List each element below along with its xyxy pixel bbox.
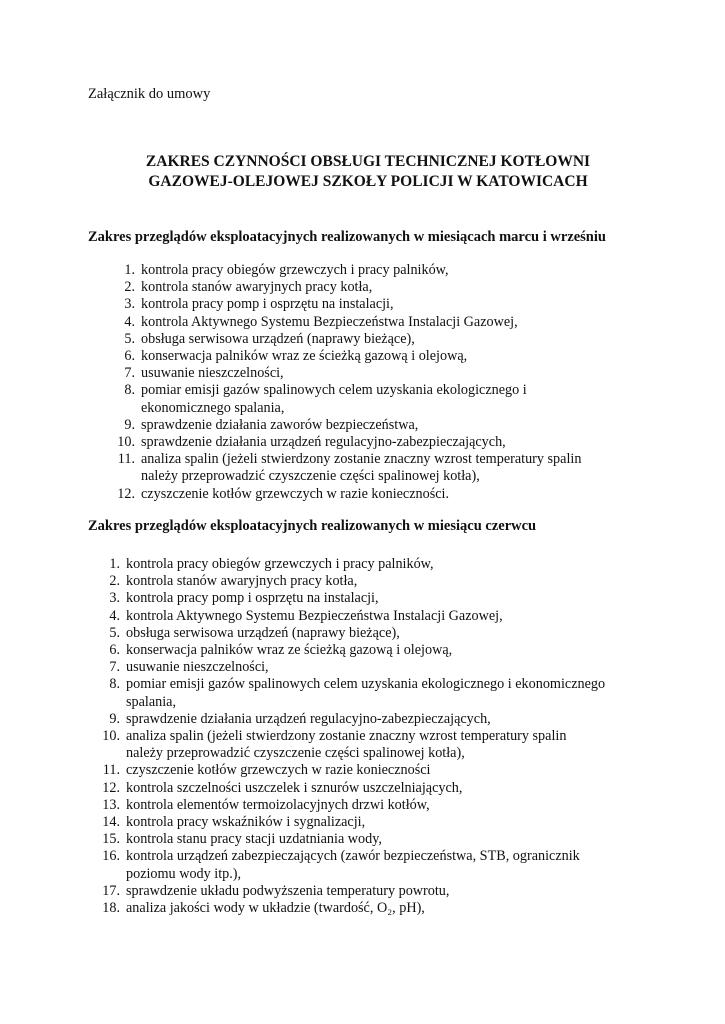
list-item-text: sprawdzenie układu podwyższenia temperatury powrotu,	[126, 882, 450, 899]
list-item	[108, 331, 648, 348]
list-item-text: usuwanie nieszczelności,	[126, 659, 269, 676]
list-item-number: 9.	[124, 416, 135, 433]
list-item-text: kontrola urządzeń zabezpieczających (zawór bezpieczeństwa, STB, ogranicznik	[126, 848, 580, 865]
list-item-text: kontrola elementów termoizolacyjnych drzwi kotłów,	[126, 796, 430, 813]
list-item	[108, 434, 648, 451]
list-item-text: czyszczenie kotłów grzewczych w razie konieczności	[126, 762, 431, 779]
list-item-text: analiza spalin (jeżeli stwierdzony zostanie znaczny wzrost temperatury spalin	[126, 728, 567, 745]
list-item	[93, 556, 653, 573]
list-item-text: czyszczenie kotłów grzewczych w razie konieczności.	[141, 485, 450, 502]
list-item-text: kontrola pracy wskaźników i sygnalizacji,	[126, 814, 366, 831]
list-item	[108, 486, 648, 503]
list-item	[108, 279, 648, 296]
list-item-text: kontrola Aktywnego Systemu Bezpieczeństwa Instalacji Gazowej,	[141, 313, 518, 330]
list-item	[93, 573, 653, 590]
list-item-text: kontrola szczelności uszczelek i sznurów uszczelniających,	[126, 779, 463, 796]
list-item-text: kontrola Aktywnego Systemu Bezpieczeństwa Instalacji Gazowej,	[126, 607, 503, 624]
list-item-number: 6.	[124, 348, 135, 365]
list-item-number: 5.	[109, 624, 120, 641]
list-item-text: kontrola pracy obiegów grzewczych i pracy palników,	[126, 556, 434, 572]
list-item-number: 6.	[109, 642, 120, 659]
section-2-heading: Zakres przeglądów eksploatacyjnych realizowanych w miesiącu czerwcu	[88, 518, 537, 534]
list-item	[108, 262, 648, 279]
section-1-list	[108, 262, 648, 503]
list-item-text: spalania,	[126, 693, 177, 710]
list-item-text: kontrola pracy pomp i osprzętu na instalacji,	[141, 296, 394, 313]
list-item	[108, 451, 648, 485]
list-item-number: 17.	[102, 882, 120, 899]
list-item	[108, 417, 648, 434]
title-line-1: ZAKRES CZYNNOŚCI OBSŁUGI TECHNICZNEJ KOTŁOWNI	[145, 153, 591, 170]
list-item-text: sprawdzenie działania urządzeń regulacyjno-zabezpieczających,	[141, 434, 506, 451]
list-item-text: obsługa serwisowa urządzeń (naprawy bieżące),	[141, 330, 415, 347]
list-item-number: 12.	[117, 485, 135, 502]
list-item	[93, 900, 653, 917]
list-item	[93, 642, 653, 659]
list-item	[108, 382, 648, 416]
list-item-text: pomiar emisji gazów spalinowych celem uzyskania ekologicznego i	[141, 382, 527, 399]
list-item	[93, 780, 653, 797]
list-item-text: należy przeprowadzić czyszczenie części spalinowej kotła),	[141, 468, 480, 485]
list-item-number: 10.	[102, 728, 120, 745]
list-item-number: 4.	[124, 313, 135, 330]
section-2-list	[93, 556, 653, 917]
list-item-number: 14.	[102, 814, 120, 831]
list-item-number: 15.	[102, 831, 120, 848]
list-item-number: 18.	[102, 900, 120, 917]
list-item-text: kontrola stanów awaryjnych pracy kotła,	[141, 279, 373, 296]
document-title	[88, 152, 648, 192]
list-item-text: analiza jakości wody w układzie (twardość, O₂, pH),	[126, 900, 425, 917]
list-item	[93, 728, 653, 762]
list-item-number: 7.	[109, 659, 120, 676]
title-line-2: GAZOWEJ-OLEJOWEJ SZKOŁY POLICJI W KATOWICACH	[148, 173, 588, 190]
list-item	[93, 797, 653, 814]
list-item-text: konserwacja palników wraz ze ścieżką gazową i olejową,	[141, 348, 468, 365]
list-item	[93, 711, 653, 728]
list-item-number: 13.	[102, 796, 120, 813]
list-item-text: obsługa serwisowa urządzeń (naprawy bieżące),	[126, 624, 400, 641]
list-item	[93, 590, 653, 607]
list-item-text: sprawdzenie działania zaworów bezpieczeństwa,	[141, 416, 419, 433]
list-item-number: 5.	[124, 330, 135, 347]
list-item-number: 2.	[124, 279, 135, 296]
list-item-text: należy przeprowadzić czyszczenie części spalinowej kotła),	[126, 745, 465, 762]
list-item	[93, 831, 653, 848]
list-item-number: 1.	[124, 262, 135, 278]
list-item-number: 12.	[102, 779, 120, 796]
list-item-number: 16.	[102, 848, 120, 865]
list-item-text: konserwacja palników wraz ze ścieżką gazową i olejową,	[126, 642, 453, 659]
list-item-number: 4.	[109, 607, 120, 624]
list-item-number: 11.	[102, 762, 120, 779]
list-item-text: kontrola pracy obiegów grzewczych i pracy palników,	[141, 262, 449, 278]
annex-label: Załącznik do umowy	[88, 86, 211, 102]
list-item	[93, 676, 653, 710]
section-1-heading: Zakres przeglądów eksploatacyjnych realizowanych w miesiącach marcu i wrześniu	[88, 229, 606, 245]
list-item	[108, 348, 648, 365]
list-item-number: 11.	[117, 451, 135, 468]
list-item-number: 2.	[109, 573, 120, 590]
list-item	[93, 659, 653, 676]
list-item-text: sprawdzenie działania urządzeń regulacyjno-zabezpieczających,	[126, 710, 491, 727]
list-item	[108, 314, 648, 331]
list-item	[93, 625, 653, 642]
list-item	[108, 365, 648, 382]
list-item	[108, 296, 648, 313]
list-item	[93, 608, 653, 625]
list-item-text: kontrola stanów awaryjnych pracy kotła,	[126, 573, 358, 590]
list-item-number: 8.	[124, 382, 135, 399]
list-item	[93, 814, 653, 831]
list-item	[93, 762, 653, 779]
list-item	[93, 848, 653, 882]
list-item	[93, 883, 653, 900]
list-item-number: 3.	[109, 590, 120, 607]
list-item-number: 8.	[109, 676, 120, 693]
list-item-text: poziomu wody itp.),	[126, 865, 242, 882]
list-item-text: pomiar emisji gazów spalinowych celem uzyskania ekologicznego i ekonomicznego	[126, 676, 606, 693]
list-item-number: 9.	[109, 710, 120, 727]
list-item-number: 7.	[124, 365, 135, 382]
list-item-text: ekonomicznego spalania,	[141, 399, 285, 416]
list-item-number: 10.	[117, 434, 135, 451]
list-item-text: kontrola pracy pomp i osprzętu na instalacji,	[126, 590, 379, 607]
list-item-text: usuwanie nieszczelności,	[141, 365, 284, 382]
list-item-text: analiza spalin (jeżeli stwierdzony zostanie znaczny wzrost temperatury spalin	[141, 451, 582, 468]
list-item-text: kontrola stanu pracy stacji uzdatniania wody,	[126, 831, 382, 848]
list-item-number: 1.	[109, 556, 120, 572]
list-item-number: 3.	[124, 296, 135, 313]
